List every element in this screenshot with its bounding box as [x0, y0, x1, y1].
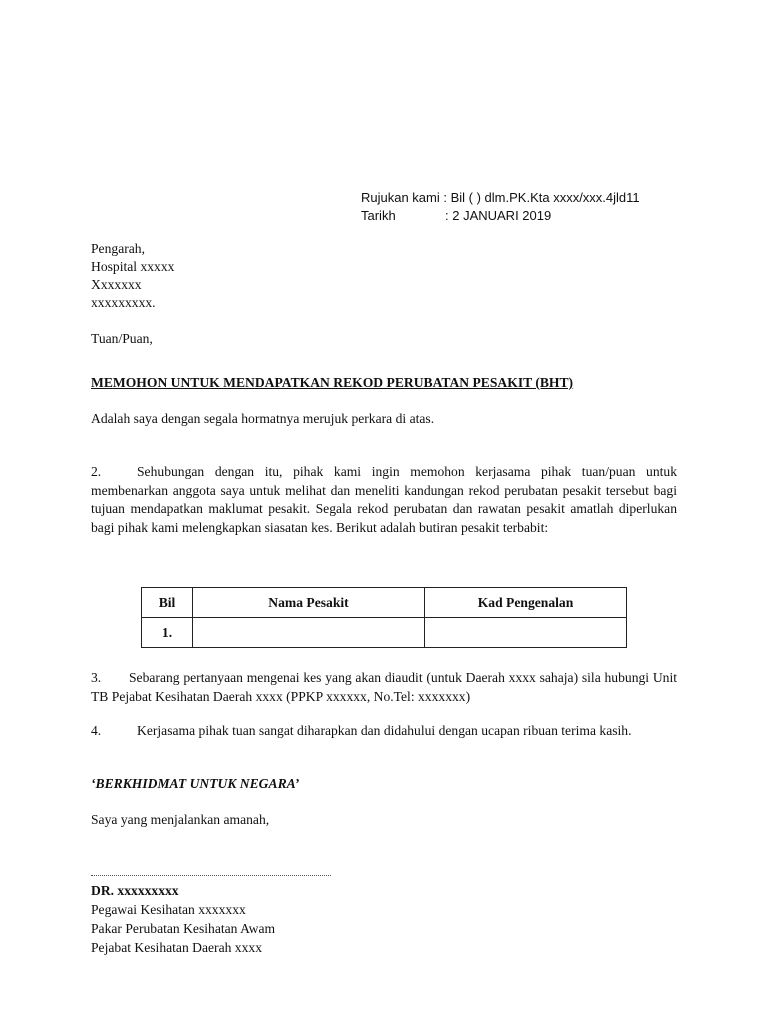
recipient-line: xxxxxxxxx.: [91, 295, 156, 310]
patient-table: [141, 587, 627, 648]
intro-text: Adalah saya dengan segala hormatnya merujuk perkara di atas.: [91, 411, 435, 426]
closing-phrase: Saya yang menjalankan amanah,: [91, 812, 270, 827]
reference-block: [361, 189, 640, 225]
paragraph-text: Sebarang pertanyaan mengenai kes yang akan diaudit (untuk Daerah xxxx sahaja) sila hubungi Unit TB Pejabat Kesihatan Daerah xxxx (PPKP xxxxxx, No.Tel: xxxxxxx): [91, 670, 677, 704]
cell-kad-pengenalan: [425, 618, 627, 648]
paragraph-number: 2.: [91, 464, 102, 479]
tarikh-label: Tarikh: [361, 208, 396, 223]
recipient-line: Pengarah,: [91, 241, 145, 256]
salutation: Tuan/Puan,: [91, 331, 153, 346]
paragraph-4: [91, 722, 677, 741]
signatory-name: DR. xxxxxxxxx: [91, 883, 179, 898]
paragraph-number: 3.: [91, 670, 102, 685]
cell-bil: 1.: [142, 618, 193, 648]
paragraph-text: Sehubungan dengan itu, pihak kami ingin memohon kerjasama pihak tuan/puan untuk membenarkan anggota saya untuk melihat dan meneliti kandungan rekod perubatan pesakit tersebut bagi tujuan mendapatkan maklumat pesakit. Segala rekod perubatan dan rawatan pesakit amatlah diperlukan bagi pihak kami melengkapkan siasatan kes. Berikut adalah butiran pesakit terbabit:: [91, 464, 677, 535]
tarikh-value: : 2 JANUARI 2019: [445, 208, 552, 223]
header-bil: Bil: [142, 588, 193, 618]
paragraph-number: 4.: [91, 723, 102, 738]
table-row: [142, 618, 627, 648]
recipient-line: Hospital xxxxx: [91, 259, 175, 274]
header-nama-pesakit: Nama Pesakit: [193, 588, 425, 618]
signatory-title: Pegawai Kesihatan xxxxxxx: [91, 902, 246, 917]
signatory-title: Pejabat Kesihatan Daerah xxxx: [91, 940, 262, 955]
recipient-address: [91, 240, 174, 312]
paragraph-3: [91, 669, 677, 706]
cell-nama-pesakit: [193, 618, 425, 648]
signature-line: [91, 875, 331, 876]
signatory-block: [91, 881, 275, 957]
reference-rujukan-row: [361, 189, 640, 207]
reference-tarikh-row: [361, 207, 640, 225]
letter-subject: MEMOHON UNTUK MENDAPATKAN REKOD PERUBATAN PESAKIT (BHT): [91, 375, 574, 390]
rujukan-value: : Bil ( ) dlm.PK.Kta xxxx/xxx.4jld11: [443, 190, 640, 205]
recipient-line: Xxxxxxx: [91, 277, 142, 292]
paragraph-text: Kerjasama pihak tuan sangat diharapkan dan didahului dengan ucapan ribuan terima kasih.: [137, 723, 632, 738]
signatory-title: Pakar Perubatan Kesihatan Awam: [91, 921, 276, 936]
header-kad-pengenalan: Kad Pengenalan: [425, 588, 627, 618]
motto: ‘BERKHIDMAT UNTUK NEGARA’: [91, 776, 300, 791]
rujukan-label: Rujukan kami: [361, 190, 440, 205]
paragraph-2: [91, 463, 677, 537]
table-header-row: [142, 588, 627, 618]
